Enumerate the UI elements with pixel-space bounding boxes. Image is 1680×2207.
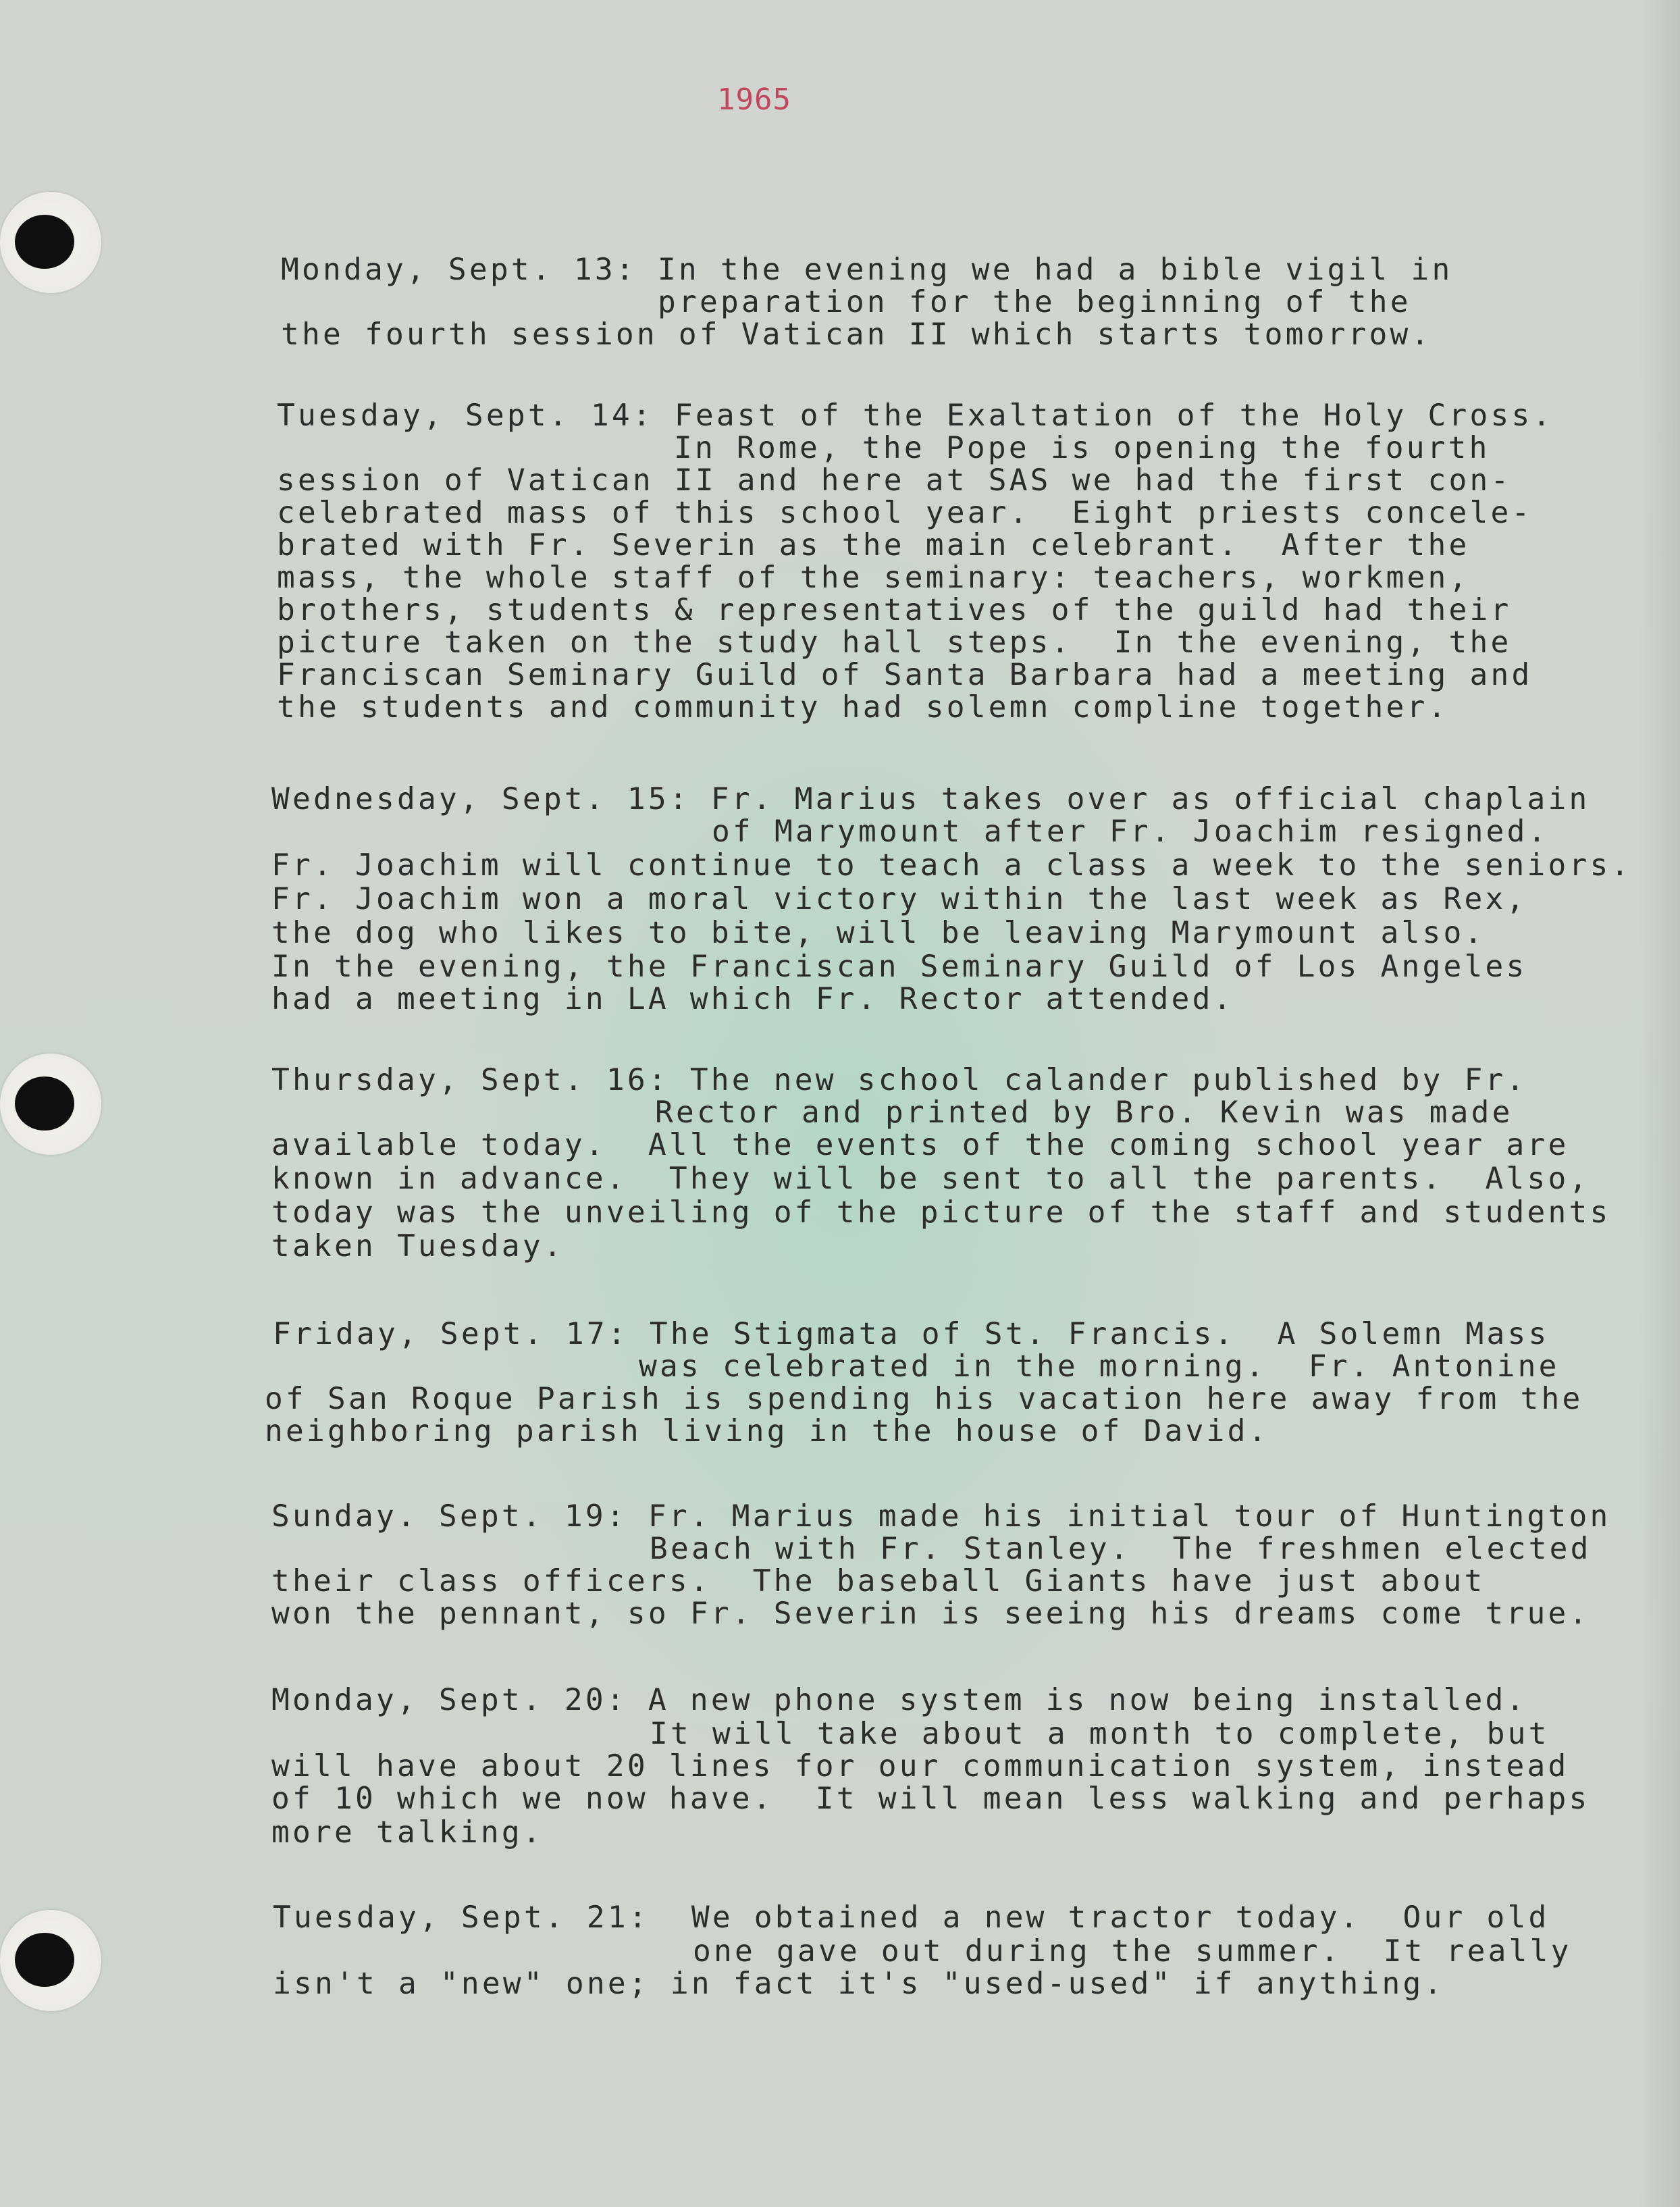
entry-line: Fr. Joachim won a moral victory within the last week as Rex, (271, 882, 1527, 916)
entry-line: isn't a "new" one; in fact it's "used-used" if anything. (273, 1967, 1445, 2001)
entry-line: Sunday. Sept. 19: Fr. Marius made his initial tour of Huntington (271, 1499, 1611, 1534)
entry-line: won the pennant, so Fr. Severin is seeing his dreams come true. (271, 1596, 1590, 1631)
entry-line: Wednesday, Sept. 15: Fr. Marius takes over as official chaplain (271, 782, 1590, 816)
entry-line: Rector and printed by Bro. Kevin was made (655, 1095, 1513, 1130)
entry-line: Tuesday, Sept. 14: Feast of the Exaltation of the Holy Cross. (277, 398, 1554, 433)
entry-line: Thursday, Sept. 16: The new school calander published by Fr. (271, 1063, 1527, 1097)
entry-line: brothers, students & representatives of the guild had their (277, 593, 1512, 627)
entry-line: the fourth session of Vatican II which starts tomorrow. (281, 317, 1432, 352)
entry-line: In Rome, the Pope is opening the fourth (674, 431, 1490, 465)
entry-line: will have about 20 lines for our communication system, instead (271, 1749, 1569, 1784)
entry-line: mass, the whole staff of the seminary: teachers, workmen, (277, 561, 1470, 595)
entry-line: picture taken on the study hall steps. In the evening, the (277, 625, 1512, 660)
entry-line: of San Roque Parish is spending his vacation here away from the (265, 1382, 1583, 1416)
entry-line: today was the unveiling of the picture of the staff and students (271, 1195, 1611, 1230)
entry-line: known in advance. They will be sent to all the parents. Also, (271, 1162, 1590, 1196)
entry-line: available today. All the events of the coming school year are (271, 1128, 1569, 1162)
entry-line: of 10 which we now have. It will mean less walking and perhaps (271, 1782, 1590, 1816)
entry-line: more talking. (271, 1815, 544, 1850)
entry-line: celebrated mass of this school year. Eight priests concele- (277, 496, 1533, 530)
entry-line: Tuesday, Sept. 21: We obtained a new tractor today. Our old (273, 1900, 1550, 1935)
entry-line: preparation for the beginning of the (658, 285, 1411, 319)
entry-line: Beach with Fr. Stanley. The freshmen elected (650, 1532, 1592, 1566)
year-stamp: 1965 (717, 82, 791, 117)
entry-line: had a meeting in LA which Fr. Rector attended. (271, 982, 1234, 1016)
entry-line: Friday, Sept. 17: The Stigmata of St. Francis. A Solemn Mass (273, 1317, 1550, 1351)
entry-line: Franciscan Seminary Guild of Santa Barbara had a meeting and (277, 658, 1533, 692)
entry-line: of Marymount after Fr. Joachim resigned. (712, 814, 1549, 849)
entry-line: Monday, Sept. 20: A new phone system is now being installed. (271, 1683, 1527, 1717)
entry-line: brated with Fr. Severin as the main celebrant. After the (277, 528, 1470, 563)
entry-line: the students and community had solemn compline together. (277, 690, 1449, 725)
entry-line: Monday, Sept. 13: In the evening we had a bible vigil in (281, 253, 1453, 287)
entry-line: Fr. Joachim will continue to teach a class a week to the seniors. (271, 848, 1632, 883)
entry-line: the dog who likes to bite, will be leaving Marymount also. (271, 916, 1486, 950)
entry-line: session of Vatican II and here at SAS we had the first con- (277, 463, 1512, 498)
entry-line: taken Tuesday. (271, 1229, 565, 1264)
entry-line: neighboring parish living in the house of David. (265, 1414, 1269, 1449)
entry-line: one gave out during the summer. It really (693, 1934, 1572, 1969)
entry-line: was celebrated in the morning. Fr. Antonine (639, 1349, 1560, 1384)
entry-line: their class officers. The baseball Giants have just about (271, 1564, 1486, 1599)
entry-line: In the evening, the Franciscan Seminary Guild of Los Angeles (271, 950, 1527, 984)
entry-line: It will take about a month to complete, but (650, 1717, 1550, 1751)
